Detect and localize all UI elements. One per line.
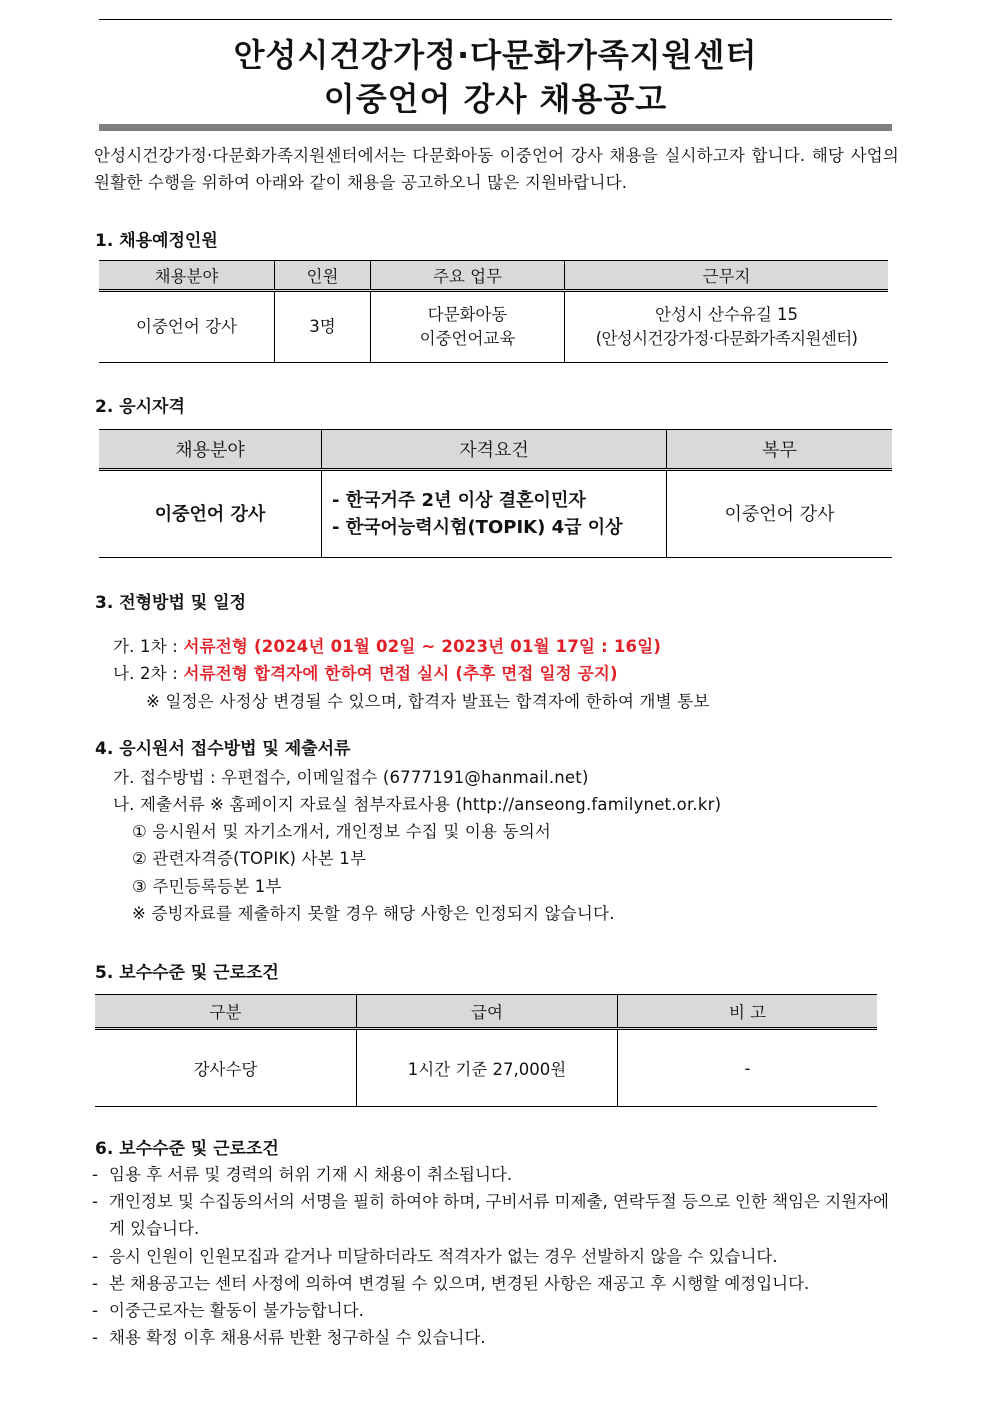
doc-item-1: ① 응시원서 및 자기소개서, 개인정보 수집 및 이용 동의서 <box>132 822 552 841</box>
cell-count: 3명 <box>275 291 371 363</box>
conditions-list <box>92 1161 900 1351</box>
cell-field: 이중언어 강사 <box>99 470 322 558</box>
table-row <box>99 470 892 558</box>
section4-title: 4. 응시원서 접수방법 및 제출서류 <box>95 739 351 759</box>
place-line-1: 안성시 산수유길 15 <box>654 305 799 324</box>
step1-label: 가. 1차 : <box>113 637 184 656</box>
table-header: 비 고 <box>618 995 878 1029</box>
step2-label: 나. 2차 : <box>113 664 184 683</box>
table-row <box>95 1029 877 1107</box>
section2-title: 2. 응시자격 <box>95 397 185 417</box>
cell-type: 강사수당 <box>95 1029 357 1107</box>
section1-title: 1. 채용예정인원 <box>95 231 218 251</box>
list-item: - 개인정보 및 수집동의서의 서명을 필히 하여야 하며, 구비서류 미제출, 연락두절 등으로 인한 책임은 지원자에게 있습니다. <box>92 1188 900 1242</box>
table-header: 복무 <box>667 430 893 470</box>
duty-line-2: 이중언어교육 <box>419 329 516 348</box>
requirement-1: - 한국거주 2년 이상 결혼이민자 <box>332 490 586 511</box>
section6-title: 6. 보수수준 및 근로조건 <box>95 1139 279 1159</box>
step2-value: 서류전형 합격자에 한하여 면접 실시 (추후 면접 일정 공지) <box>183 664 618 683</box>
table-header: 인원 <box>275 261 371 291</box>
salary-table <box>95 994 877 1107</box>
table-header-row <box>99 430 892 470</box>
step1-line <box>113 633 661 657</box>
qualification-table <box>99 429 892 558</box>
schedule-note: ※ 일정은 사정상 변경될 수 있으며, 합격자 발표는 합격자에 한하여 개별 통보 <box>146 692 710 711</box>
duty-line-1: 다문화아동 <box>427 305 508 324</box>
list-item: - 본 채용공고는 센터 사정에 의하여 변경될 수 있으며, 변경된 사항은 재공고 후 시행할 예정입니다. <box>92 1270 900 1297</box>
top-rule <box>99 19 892 20</box>
cell-field: 이중언어 강사 <box>99 291 275 363</box>
doc-item-2: ② 관련자격증(TOPIK) 사본 1부 <box>132 849 367 868</box>
place-line-2: (안성시건강가정·다문화가족지원센터) <box>595 329 858 348</box>
step2-line <box>113 660 618 684</box>
recruit-table <box>99 260 888 363</box>
table-header: 채용분야 <box>99 261 275 291</box>
cell-requirements <box>322 470 667 558</box>
title-bar <box>99 124 892 131</box>
cell-pay: 1시간 기준 27,000원 <box>357 1029 618 1107</box>
list-item: - 이중근로자는 활동이 불가능합니다. <box>92 1297 900 1324</box>
cell-service: 이중언어 강사 <box>667 470 893 558</box>
list-item: - 채용 확정 이후 채용서류 반환 청구하실 수 있습니다. <box>92 1324 900 1351</box>
submit-method: 가. 접수방법 : 우편접수, 이메일접수 (6777191@hanmail.net) <box>113 768 589 787</box>
title-line-1: 안성시건강가정·다문화가족지원센터 <box>233 36 758 74</box>
table-header-row <box>99 261 888 291</box>
table-header: 근무지 <box>565 261 889 291</box>
list-item: - 응시 인원이 인원모집과 같거나 미달하더라도 적격자가 없는 경우 선발하지 않을 수 있습니다. <box>92 1243 900 1270</box>
list-item: - 임용 후 서류 및 경력의 허위 기재 시 채용이 취소됩니다. <box>92 1161 900 1188</box>
cell-duty <box>371 291 565 363</box>
table-header: 자격요건 <box>322 430 667 470</box>
section5-title: 5. 보수수준 및 근로조건 <box>95 963 279 983</box>
table-row <box>99 291 888 363</box>
table-header: 구분 <box>95 995 357 1029</box>
table-header: 채용분야 <box>99 430 322 470</box>
step1-value: 서류전형 (2024년 01월 02일 ~ 2023년 01월 17일 : 16일) <box>183 637 662 656</box>
submit-docs: 나. 제출서류 ※ 홈페이지 자료실 첨부자료사용 (http://anseong.familynet.or.kr) <box>113 795 722 814</box>
intro-paragraph: 안성시건강가정·다문화가족지원센터에서는 다문화아동 이중언어 강사 채용을 실시하고자 합니다. 해당 사업의 원활한 수행을 위하여 아래와 같이 채용을 공고하오니 많은 지원바랍니다. <box>94 146 899 192</box>
title-line-2: 이중언어 강사 채용공고 <box>323 80 668 118</box>
cell-note: - <box>618 1029 878 1107</box>
table-header: 급여 <box>357 995 618 1029</box>
cell-place <box>565 291 889 363</box>
table-header: 주요 업무 <box>371 261 565 291</box>
requirement-2: - 한국어능력시험(TOPIK) 4급 이상 <box>332 517 623 538</box>
docs-note: ※ 증빙자료를 제출하지 못할 경우 해당 사항은 인정되지 않습니다. <box>132 904 615 923</box>
table-header-row <box>95 995 877 1029</box>
doc-item-3: ③ 주민등록등본 1부 <box>132 877 282 896</box>
section3-title: 3. 전형방법 및 일정 <box>95 593 246 613</box>
